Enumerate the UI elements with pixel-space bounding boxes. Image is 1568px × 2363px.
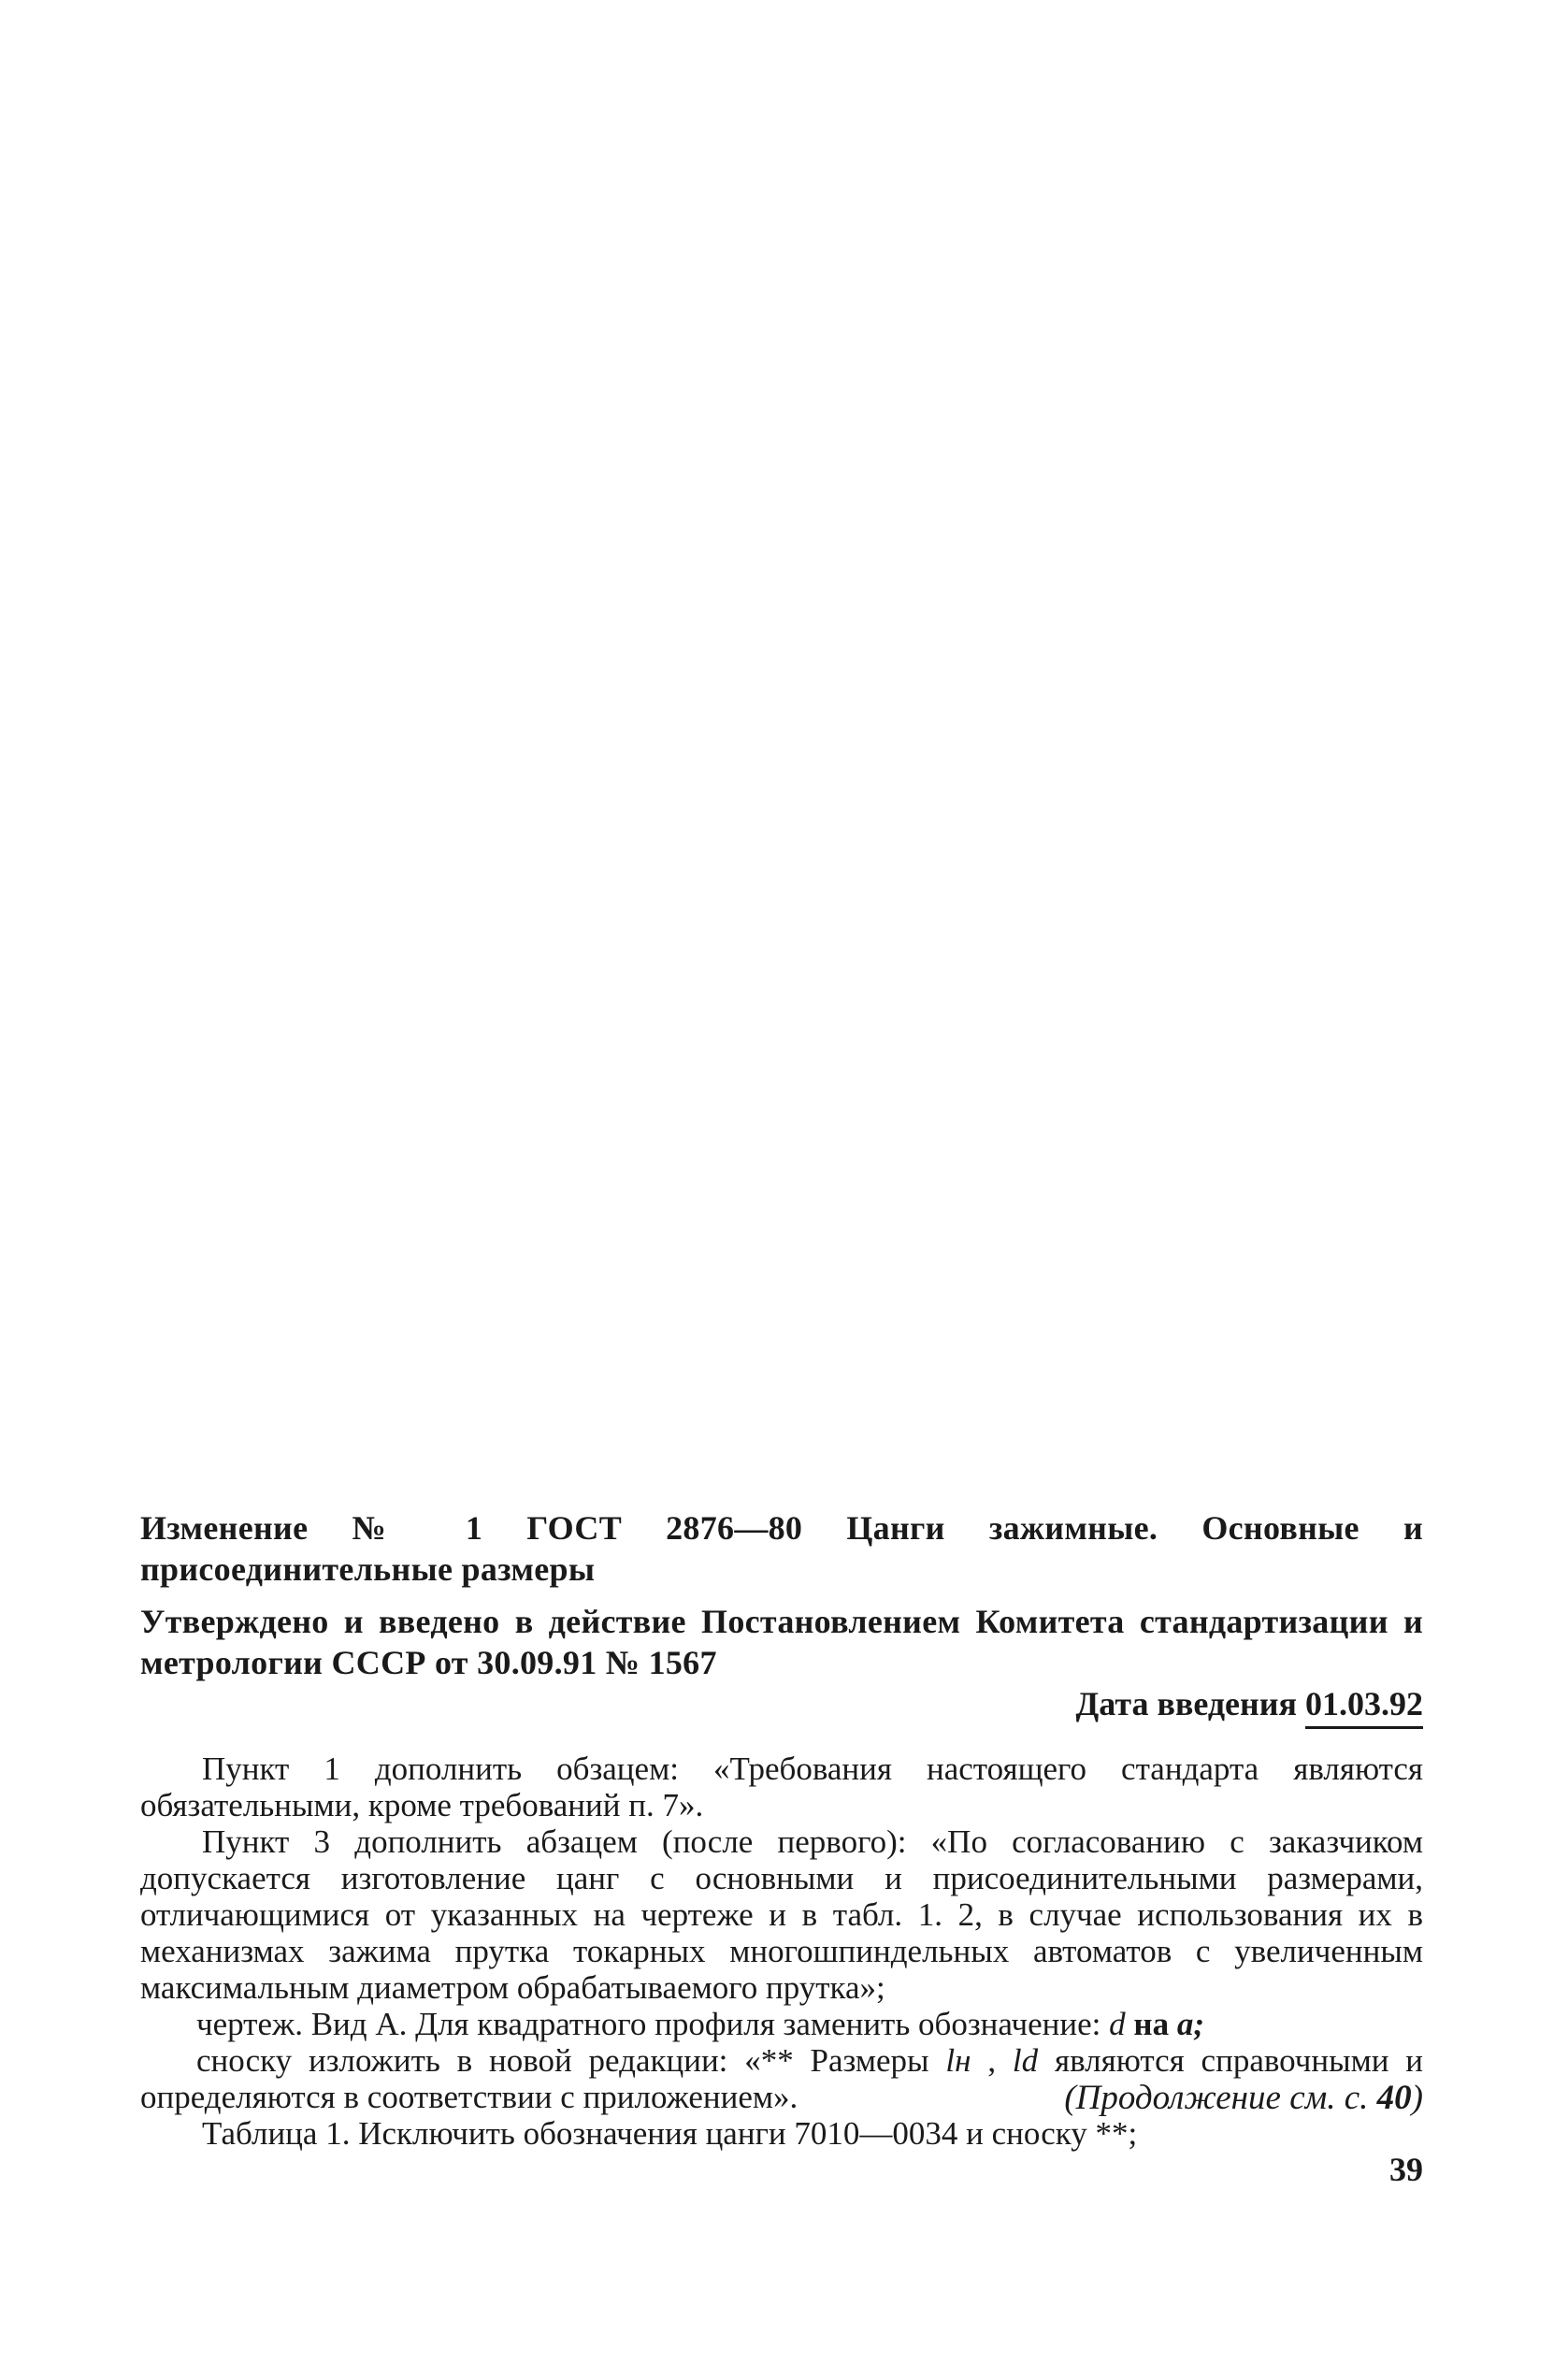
document-title: Изменение № 1 ГОСТ 2876—80 Цанги зажимные. Основные и присоединительные размеры <box>140 1509 1423 1588</box>
continuation-prefix: (Продолжение см. с. <box>1064 2079 1369 2117</box>
date-label: Дата введения <box>1075 1685 1297 1722</box>
paragraph-5: Таблица 1. Исключить обозначения цанги 7010—0034 и сноску **; <box>202 2115 1138 2152</box>
continuation-note <box>1064 2078 1423 2119</box>
p4-text: сноску изложить в новой редакции: «** Размеры <box>196 2042 929 2079</box>
continuation-page: 40 <box>1376 2079 1412 2117</box>
approval-statement: Утверждено и введено в действие Постановлением Комитета стандартизации и метрологии СССР от 30.09.91 № 1567 <box>140 1603 1423 1681</box>
paragraph-3 <box>140 2006 1423 2042</box>
p3-symbol-d: d <box>1109 2006 1126 2042</box>
p3-symbol-a: a; <box>1176 2006 1204 2042</box>
p3-mid: на <box>1133 2006 1170 2042</box>
p4-sep: , <box>987 2042 997 2079</box>
paragraph-1: Пункт 1 дополнить обзацем: «Требования настоящего стандарта являются обязательными, кроме требований п. 7». <box>140 1751 1423 1823</box>
effective-date <box>1076 1683 1424 1724</box>
p4-symbol-ld: ld <box>1012 2042 1039 2079</box>
p4-tail: являются справочными и определяются в соответствии с приложением». <box>140 2042 1424 2115</box>
paragraph-2: Пункт 3 дополнить абзацем (после первого): «По согласованию с заказчиком допускается изготовление цанг с основными и присоединительными размерами, отличающимися от указанных на чертеже и в табл. 1. 2, в случае использования их в механизмах зажима прутка токарных многошпиндельных автоматов с увеличенным максимальным диаметром обрабатываемого прутка»; <box>140 1823 1423 2006</box>
p4-symbol-ln: lн <box>945 2042 971 2079</box>
p3-text: чертеж. Вид А. Для квадратного профиля заменить обозначение: <box>196 2006 1101 2042</box>
date-value: 01.03.92 <box>1305 1685 1423 1729</box>
continuation-suffix: ) <box>1411 2079 1423 2117</box>
page-number: 39 <box>1389 2151 1423 2188</box>
